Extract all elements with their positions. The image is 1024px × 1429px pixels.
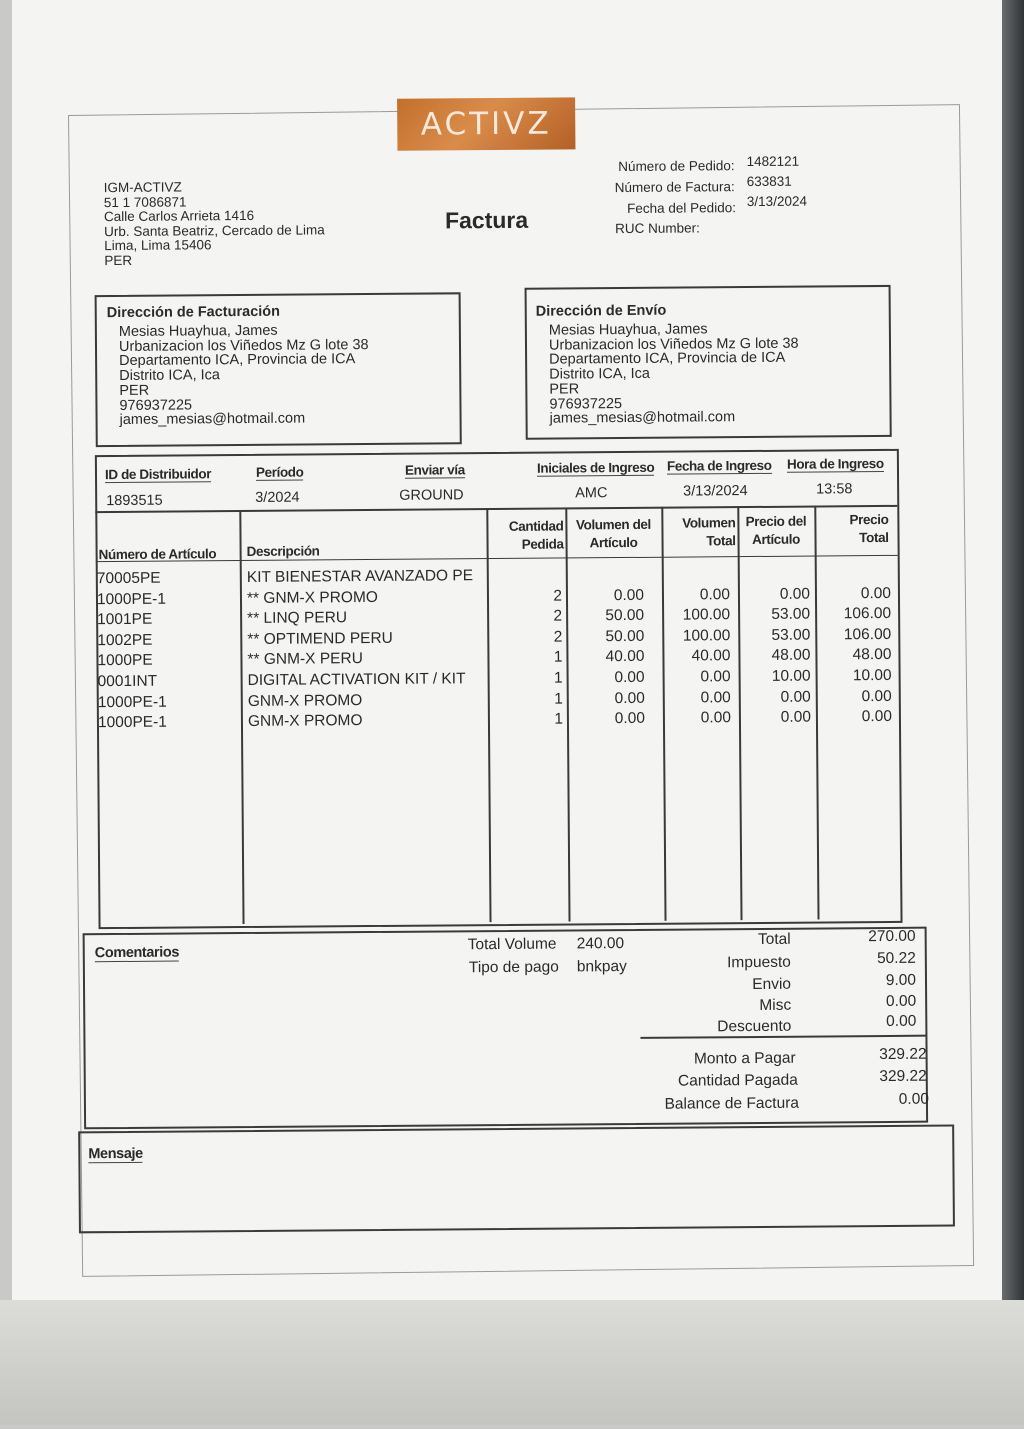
cell-price: 10.00 — [771, 667, 811, 685]
cell-volume-total: 0.00 — [700, 668, 731, 686]
cell-price-total: 48.00 — [852, 646, 892, 664]
address-line: Urbanizacion los Viñedos Mz G lote 38 — [548, 335, 799, 354]
cell-volume: 0.00 — [614, 668, 645, 687]
billing-address — [119, 323, 369, 428]
amount-due-label: Monto a Pagar — [693, 1049, 796, 1068]
cell-item-number: 1000PE-1 — [97, 713, 167, 732]
cell-price: 53.00 — [771, 605, 811, 624]
address-line: Mesias Huayhua, James — [118, 322, 278, 340]
ship-via-label: Enviar vía — [404, 462, 465, 478]
cell-volume-total: 0.00 — [700, 688, 731, 707]
cell-volume: 0.00 — [614, 689, 645, 707]
cell-price: 0.00 — [780, 688, 811, 706]
entry-date: 3/13/2024 — [683, 483, 748, 500]
document-title: Factura — [444, 206, 529, 234]
col-header-price-total: Precio Total — [849, 511, 889, 546]
entry-initials: AMC — [575, 485, 608, 502]
cell-item-number: 1000PE-1 — [97, 693, 167, 711]
message-label: Mensaje — [88, 1145, 143, 1163]
cell-price-total: 0.00 — [860, 584, 892, 602]
cell-volume-total: 40.00 — [691, 647, 731, 665]
activz-logo: ACTIVZ — [397, 97, 575, 150]
discount-label: Descuento — [717, 1017, 792, 1036]
address-line: Departamento ICA, Provincia de ICA — [549, 350, 786, 369]
total-label: Total — [757, 930, 791, 948]
balance: 0.00 — [898, 1090, 930, 1108]
total-volume: 240.00 — [576, 935, 625, 953]
entry-time: 13:58 — [816, 481, 853, 498]
address-line: Mesias Huayhua, James — [548, 321, 708, 339]
entry-initials-label: Iniciales de Ingreso — [536, 459, 655, 476]
cell-volume-total: 0.00 — [700, 709, 731, 727]
company-line: PER — [104, 252, 133, 268]
company-line: Urb. Santa Beatriz, Cercado de Lima — [104, 221, 325, 239]
summary-box — [83, 927, 929, 1130]
comments-label: Comentarios — [94, 944, 180, 962]
period: 3/2024 — [255, 489, 300, 506]
cell-item-number: 1001PE — [97, 610, 153, 629]
cell-volume: 40.00 — [605, 648, 645, 666]
address-line: james_mesias@hotmail.com — [119, 410, 306, 429]
balance-label: Balance de Factura — [664, 1094, 800, 1113]
col-header-price: Precio del Artículo — [745, 513, 807, 548]
order-date-label: Fecha del Pedido: — [627, 200, 736, 216]
cell-description: KIT BIENESTAR AVANZADO PE — [246, 567, 474, 586]
period-label: Período — [255, 464, 304, 480]
address-line: 976937225 — [119, 396, 193, 414]
cell-description: GNM-X PROMO — [247, 691, 363, 710]
cell-description: ** GNM-X PERU — [247, 650, 363, 669]
tax: 50.22 — [876, 949, 916, 968]
cell-description: ** OPTIMEND PERU — [247, 629, 393, 648]
cell-volume: 50.00 — [605, 607, 645, 625]
cell-price-total: 0.00 — [861, 687, 892, 705]
billing-address-box — [95, 292, 462, 447]
cell-price-total: 106.00 — [843, 605, 892, 623]
shipping-label: Envio — [752, 975, 792, 994]
company-line: Lima, Lima 15406 — [104, 237, 212, 254]
col-header-item-number: Número de Artículo — [98, 546, 217, 563]
discount: 0.00 — [886, 1012, 917, 1030]
distributor-id-label: ID de Distribuidor — [104, 466, 212, 483]
address-line: Distrito ICA, Ica — [119, 367, 221, 385]
misc-label: Misc — [759, 996, 792, 1014]
col-header-description: Descripción — [246, 543, 320, 559]
company-line: Calle Carlos Arrieta 1416 — [103, 207, 255, 225]
cell-volume: 0.00 — [613, 586, 645, 604]
cell-qty: 2 — [553, 607, 563, 625]
cell-item-number: 70005PE — [96, 569, 161, 588]
order-date: 3/13/2024 — [746, 193, 807, 210]
cell-price: 0.00 — [780, 708, 811, 726]
cell-item-number: 1000PE-1 — [96, 590, 166, 608]
shipping-address — [549, 322, 799, 427]
amount-due: 329.22 — [879, 1045, 927, 1064]
cell-description: ** GNM-X PROMO — [246, 588, 378, 607]
cell-qty: 1 — [554, 710, 564, 728]
cell-item-number: 1000PE — [97, 652, 153, 670]
cell-item-number: 1002PE — [97, 631, 153, 649]
address-line: Departamento ICA, Provincia de ICA — [119, 351, 356, 370]
cell-qty: 1 — [553, 648, 563, 666]
col-header-volume: Volumen del Artículo — [575, 516, 651, 551]
cell-item-number: 0001INT — [97, 672, 158, 691]
cell-description: GNM-X PROMO — [247, 712, 363, 731]
shipping: 9.00 — [885, 971, 917, 989]
tax-label: Impuesto — [727, 953, 791, 972]
cell-price: 0.00 — [779, 585, 811, 603]
cell-description: DIGITAL ACTIVATION KIT / KIT — [247, 670, 466, 689]
cell-volume-total: 100.00 — [682, 606, 731, 624]
message-box — [78, 1124, 955, 1233]
amount-paid: 329.22 — [879, 1067, 927, 1086]
distributor-id: 1893515 — [106, 492, 163, 510]
cell-qty: 2 — [553, 587, 563, 605]
company-address — [104, 179, 325, 268]
cell-price-total: 10.00 — [852, 666, 892, 685]
total-volume-label: Total Volume — [467, 935, 557, 954]
payment-type-label: Tipo de pago — [468, 958, 559, 977]
address-line: PER — [549, 381, 580, 398]
invoice-number-label: Número de Factura: — [614, 179, 735, 196]
shipping-title: Dirección de Envío — [535, 302, 667, 320]
cell-qty: 1 — [553, 669, 563, 687]
address-line: Urbanizacion los Viñedos Mz G lote 38 — [118, 336, 369, 355]
address-line: james_mesias@hotmail.com — [549, 409, 736, 427]
cell-volume-total: 100.00 — [682, 626, 731, 645]
ruc-label: RUC Number: — [615, 220, 700, 237]
paper-bottom-shadow — [0, 1300, 1024, 1425]
entry-date-label: Fecha de Ingreso — [666, 457, 772, 474]
payment-type: bnkpay — [576, 958, 627, 976]
invoice-number: 633831 — [746, 173, 792, 190]
order-number: 1482121 — [746, 153, 800, 170]
col-header-qty: Cantidad Pedida — [508, 518, 564, 552]
amount-paid-label: Cantidad Pagada — [677, 1071, 798, 1090]
cell-price: 48.00 — [771, 646, 811, 665]
cell-description: ** LINQ PERU — [247, 609, 348, 628]
cell-volume-total: 0.00 — [699, 585, 731, 604]
ship-via: GROUND — [399, 487, 464, 504]
address-line: Distrito ICA, Ica — [549, 365, 651, 383]
cell-volume: 0.00 — [614, 710, 646, 728]
cell-qty: 2 — [553, 628, 563, 646]
company-line: 51 1 7086871 — [103, 193, 187, 210]
cell-price: 53.00 — [771, 626, 811, 644]
billing-title: Dirección de Facturación — [106, 303, 281, 322]
order-number-label: Número de Pedido: — [618, 158, 735, 175]
total: 270.00 — [868, 927, 916, 946]
address-line: 976937225 — [549, 395, 623, 413]
address-line: PER — [119, 382, 150, 399]
col-header-volume-total: Volumen Total — [682, 515, 736, 549]
cell-price-total: 106.00 — [843, 625, 892, 644]
shipping-address-box — [525, 285, 892, 440]
cell-volume: 50.00 — [605, 627, 645, 645]
entry-time-label: Hora de Ingreso — [786, 455, 884, 472]
misc: 0.00 — [885, 992, 917, 1010]
cell-price-total: 0.00 — [861, 708, 892, 726]
cell-qty: 1 — [554, 690, 563, 708]
company-line: IGM-ACTIVZ — [103, 179, 182, 196]
